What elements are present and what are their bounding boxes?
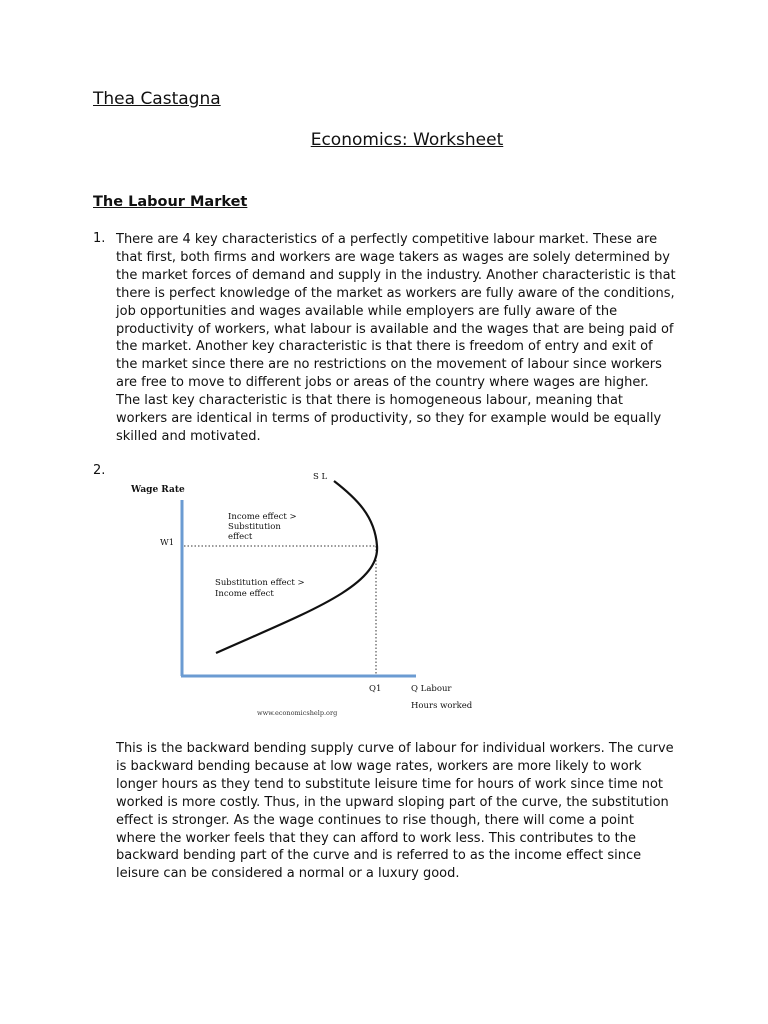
question-1-number: 1. (93, 231, 106, 246)
author-name: Thea Castagna (93, 89, 221, 109)
q1-marker: Q1 (369, 684, 382, 694)
lower-annotation-line-1: Substitution effect > (215, 578, 305, 588)
x-axis-sublabel: Hours worked (411, 701, 473, 711)
section-heading: The Labour Market (93, 194, 248, 210)
lower-annotation-line-2: Income effect (215, 589, 274, 599)
labour-supply-diagram (118, 464, 478, 722)
upper-annotation-line-2: Substitution (228, 522, 281, 532)
x-axis-label: Q Labour (411, 684, 452, 694)
upper-annotation-line-1: Income effect > (228, 512, 297, 522)
figure-source: www.economicshelp.org (257, 709, 338, 717)
document-title: Economics: Worksheet (310, 130, 504, 150)
w1-marker: W1 (160, 538, 175, 548)
question-2-answer: This is the backward bending supply curve of labour for individual workers. The curve is backward bending because at low wage rates, workers are more likely to work longer hours as they tend to substitute leisure time for hours of work since time not worked is more costly. Thus, in the upward sloping part of the curve, the substitution effect is stronger. As the wage continues to rise though, there will come a point where the worker feels that they can afford to work less. This contributes to the backward bending part of the curve and is referred to as the income effect since leisure can be considered a normal or a luxury good. (116, 741, 674, 882)
y-axis-label: Wage Rate (131, 485, 185, 495)
upper-annotation-line-3: effect (228, 532, 253, 542)
question-2-number: 2. (93, 463, 106, 478)
curve-label: S L (313, 472, 328, 482)
labour-supply-curve (216, 481, 377, 653)
question-1-answer: There are 4 key characteristics of a perfectly competitive labour market. These are that first, both firms and workers are wage takers as wages are solely determined by the market forces of demand and supply in the industry. Another characteristic is that there is perfect knowledge of the market as workers are fully aware of the conditions, job opportunities and wages available while employers are fully aware of the productivity of workers, what labour is available and the wages that are being paid of the market. Another key characteristic is that there is freedom of entry and exit of the market since there are no restrictions on the movement of labour since workers are free to move to different jobs or areas of the country where wages are higher. The last key characteristic is that there is homogeneous labour, meaning that workers are identical in terms of productivity, so they for example would be equally skilled and motivated. (116, 232, 676, 444)
